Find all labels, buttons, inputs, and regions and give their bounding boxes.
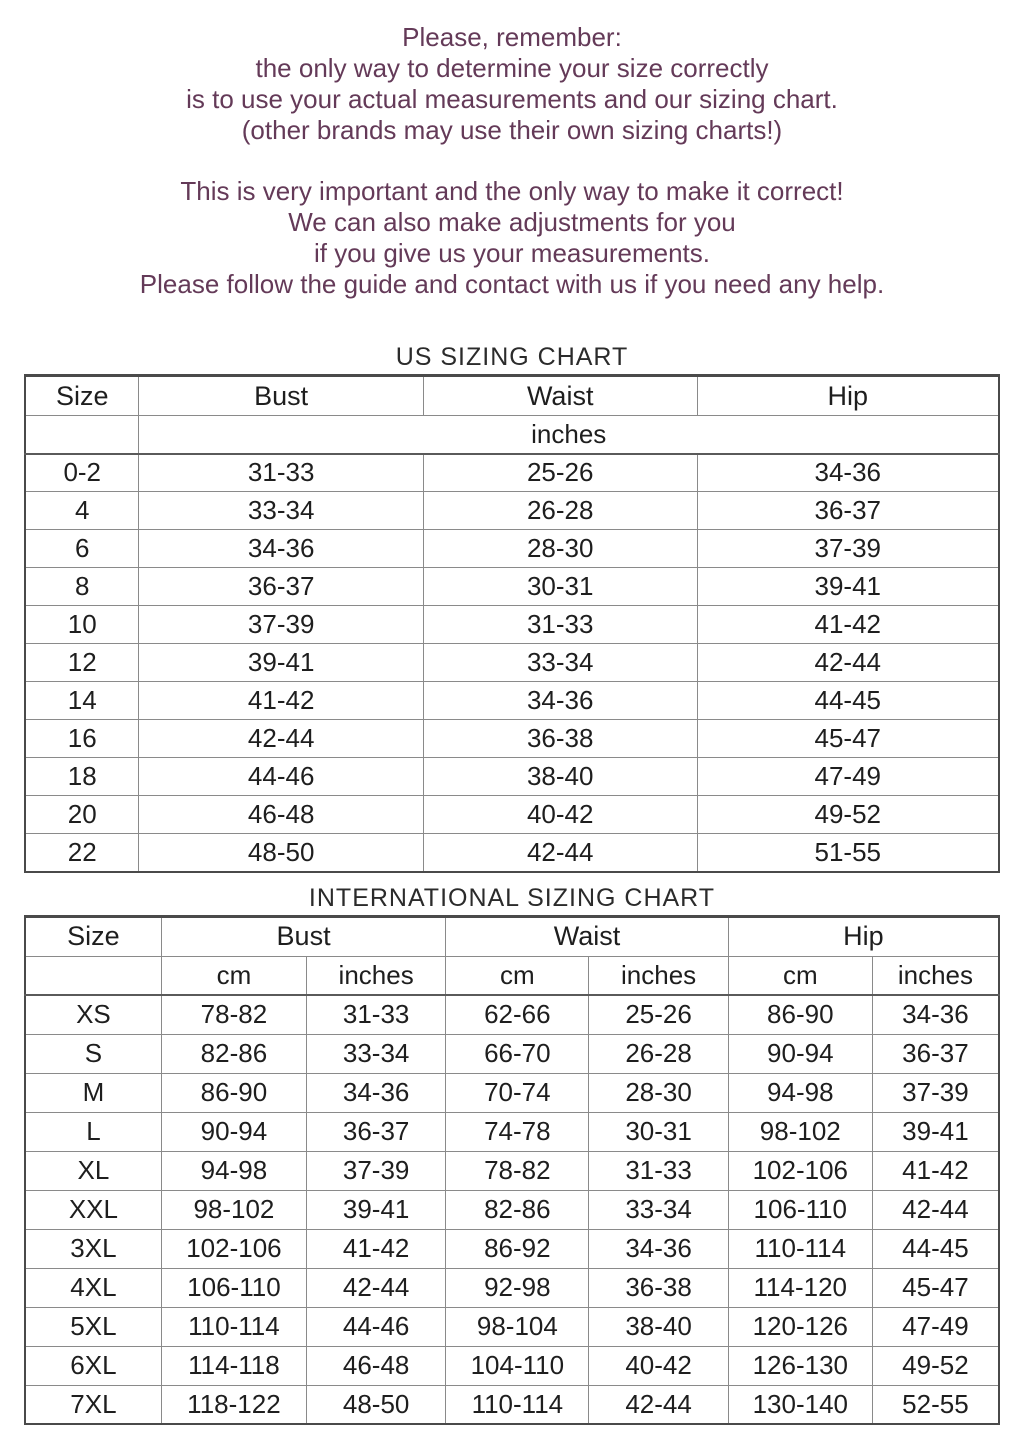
table-row bbox=[25, 758, 999, 796]
table-row bbox=[25, 834, 999, 872]
bust-in-cell: 36-37 bbox=[306, 1112, 445, 1151]
intro-line: Please, remember: bbox=[402, 22, 622, 52]
hip-in-cell: 34-36 bbox=[872, 995, 999, 1034]
intro-line: We can also make adjustments for you bbox=[288, 207, 736, 237]
size-cell: 4XL bbox=[25, 1268, 161, 1307]
intl-sizing-table bbox=[24, 915, 1000, 1426]
waist-cell: 33-34 bbox=[423, 644, 697, 682]
hip-cell: 42-44 bbox=[697, 644, 999, 682]
waist-cm-cell: 66-70 bbox=[446, 1034, 589, 1073]
empty-cell bbox=[25, 416, 139, 454]
waist-cell: 38-40 bbox=[423, 758, 697, 796]
intro-line: is to use your actual measurements and our sizing chart. bbox=[186, 84, 838, 114]
waist-in-cell: 31-33 bbox=[589, 1151, 728, 1190]
bust-cm-cell: 82-86 bbox=[161, 1034, 306, 1073]
unit-label: inches bbox=[139, 416, 999, 454]
bust-cm-cell: 118-122 bbox=[161, 1385, 306, 1424]
size-cell: 0-2 bbox=[25, 454, 139, 492]
table-row bbox=[25, 454, 999, 492]
intro-paragraph-1 bbox=[24, 22, 1000, 146]
intro-line: the only way to determine your size correctly bbox=[255, 53, 769, 83]
hip-in-cell: 45-47 bbox=[872, 1268, 999, 1307]
waist-in-cell: 42-44 bbox=[589, 1385, 728, 1424]
intro-text bbox=[24, 22, 1000, 300]
hip-cell: 51-55 bbox=[697, 834, 999, 872]
intro-line: Please follow the guide and contact with us if you need any help. bbox=[139, 269, 885, 299]
waist-cm-cell: 78-82 bbox=[446, 1151, 589, 1190]
hip-in-cell: 36-37 bbox=[872, 1034, 999, 1073]
size-cell: 7XL bbox=[25, 1385, 161, 1424]
hip-cm-header: cm bbox=[728, 956, 872, 995]
size-cell: 8 bbox=[25, 568, 139, 606]
table-row bbox=[25, 1034, 999, 1073]
waist-cm-cell: 98-104 bbox=[446, 1307, 589, 1346]
intro-line: if you give us your measurements. bbox=[314, 238, 710, 268]
waist-in-cell: 26-28 bbox=[589, 1034, 728, 1073]
table-row bbox=[25, 1268, 999, 1307]
table-row bbox=[25, 606, 999, 644]
bust-cm-header: cm bbox=[161, 956, 306, 995]
intl-chart-title: INTERNATIONAL SIZING CHART bbox=[308, 883, 716, 912]
bust-cm-cell: 114-118 bbox=[161, 1346, 306, 1385]
bust-in-cell: 41-42 bbox=[306, 1229, 445, 1268]
table-row bbox=[25, 1307, 999, 1346]
hip-cm-cell: 120-126 bbox=[728, 1307, 872, 1346]
bust-cm-cell: 78-82 bbox=[161, 995, 306, 1034]
table-row bbox=[25, 568, 999, 606]
us-header-row bbox=[25, 376, 999, 416]
bust-cell: 37-39 bbox=[139, 606, 423, 644]
table-row bbox=[25, 796, 999, 834]
hip-in-cell: 47-49 bbox=[872, 1307, 999, 1346]
table-row bbox=[25, 1190, 999, 1229]
hip-cm-cell: 126-130 bbox=[728, 1346, 872, 1385]
hip-cell: 39-41 bbox=[697, 568, 999, 606]
intro-paragraph-2 bbox=[24, 176, 1000, 300]
bust-cell: 48-50 bbox=[139, 834, 423, 872]
table-row bbox=[25, 1229, 999, 1268]
bust-cell: 42-44 bbox=[139, 720, 423, 758]
bust-in-cell: 39-41 bbox=[306, 1190, 445, 1229]
bust-cell: 34-36 bbox=[139, 530, 423, 568]
bust-in-cell: 33-34 bbox=[306, 1034, 445, 1073]
bust-cm-cell: 98-102 bbox=[161, 1190, 306, 1229]
bust-cell: 33-34 bbox=[139, 492, 423, 530]
us-chart-title: US SIZING CHART bbox=[395, 343, 629, 371]
size-cell: S bbox=[25, 1034, 161, 1073]
hip-inches-header: inches bbox=[872, 956, 999, 995]
waist-cm-cell: 70-74 bbox=[446, 1073, 589, 1112]
intl-unit-row bbox=[25, 956, 999, 995]
table-row bbox=[25, 1151, 999, 1190]
hip-in-cell: 52-55 bbox=[872, 1385, 999, 1424]
size-cell: 4 bbox=[25, 492, 139, 530]
bust-cell: 36-37 bbox=[139, 568, 423, 606]
waist-cell: 25-26 bbox=[423, 454, 697, 492]
waist-cm-cell: 104-110 bbox=[446, 1346, 589, 1385]
bust-in-cell: 44-46 bbox=[306, 1307, 445, 1346]
us-table-body bbox=[25, 454, 999, 872]
hip-cm-cell: 106-110 bbox=[728, 1190, 872, 1229]
bust-in-cell: 37-39 bbox=[306, 1151, 445, 1190]
waist-cell: 40-42 bbox=[423, 796, 697, 834]
bust-column-header: Bust bbox=[139, 376, 423, 416]
waist-cm-cell: 110-114 bbox=[446, 1385, 589, 1424]
paragraph-spacer bbox=[24, 146, 1000, 176]
table-row bbox=[25, 1346, 999, 1385]
hip-cell: 37-39 bbox=[697, 530, 999, 568]
bust-in-cell: 31-33 bbox=[306, 995, 445, 1034]
size-column-header: Size bbox=[25, 916, 161, 956]
waist-cm-cell: 86-92 bbox=[446, 1229, 589, 1268]
intro-line: This is very important and the only way to make it correct! bbox=[180, 176, 844, 206]
hip-cell: 45-47 bbox=[697, 720, 999, 758]
intl-table-body bbox=[25, 995, 999, 1424]
size-cell: 18 bbox=[25, 758, 139, 796]
waist-cell: 30-31 bbox=[423, 568, 697, 606]
size-cell: 22 bbox=[25, 834, 139, 872]
hip-cell: 44-45 bbox=[697, 682, 999, 720]
waist-cell: 42-44 bbox=[423, 834, 697, 872]
waist-inches-header: inches bbox=[589, 956, 728, 995]
waist-cell: 36-38 bbox=[423, 720, 697, 758]
table-row bbox=[25, 492, 999, 530]
bust-in-cell: 34-36 bbox=[306, 1073, 445, 1112]
intl-header-row bbox=[25, 916, 999, 956]
bust-cell: 39-41 bbox=[139, 644, 423, 682]
hip-cm-cell: 90-94 bbox=[728, 1034, 872, 1073]
bust-cm-cell: 110-114 bbox=[161, 1307, 306, 1346]
hip-cm-cell: 98-102 bbox=[728, 1112, 872, 1151]
bust-in-cell: 46-48 bbox=[306, 1346, 445, 1385]
table-row bbox=[25, 530, 999, 568]
bust-in-cell: 42-44 bbox=[306, 1268, 445, 1307]
size-cell: L bbox=[25, 1112, 161, 1151]
hip-column-header: Hip bbox=[697, 376, 999, 416]
bust-cell: 46-48 bbox=[139, 796, 423, 834]
bust-cell: 41-42 bbox=[139, 682, 423, 720]
waist-cell: 26-28 bbox=[423, 492, 697, 530]
size-cell: XS bbox=[25, 995, 161, 1034]
hip-cell: 49-52 bbox=[697, 796, 999, 834]
hip-cm-cell: 114-120 bbox=[728, 1268, 872, 1307]
waist-cm-cell: 62-66 bbox=[446, 995, 589, 1034]
size-cell: XL bbox=[25, 1151, 161, 1190]
size-cell: 6XL bbox=[25, 1346, 161, 1385]
waist-column-header: Waist bbox=[446, 916, 728, 956]
hip-cm-cell: 94-98 bbox=[728, 1073, 872, 1112]
bust-inches-header: inches bbox=[306, 956, 445, 995]
bust-cell: 31-33 bbox=[139, 454, 423, 492]
hip-cm-cell: 110-114 bbox=[728, 1229, 872, 1268]
table-row bbox=[25, 1073, 999, 1112]
hip-cm-cell: 130-140 bbox=[728, 1385, 872, 1424]
hip-in-cell: 49-52 bbox=[872, 1346, 999, 1385]
waist-in-cell: 38-40 bbox=[589, 1307, 728, 1346]
waist-cm-header: cm bbox=[446, 956, 589, 995]
intro-line: (other brands may use their own sizing charts!) bbox=[241, 115, 783, 145]
waist-in-cell: 36-38 bbox=[589, 1268, 728, 1307]
table-row bbox=[25, 1385, 999, 1424]
us-sizing-table bbox=[24, 374, 1000, 873]
waist-column-header: Waist bbox=[423, 376, 697, 416]
size-cell: 16 bbox=[25, 720, 139, 758]
waist-cell: 28-30 bbox=[423, 530, 697, 568]
size-cell: XXL bbox=[25, 1190, 161, 1229]
hip-cm-cell: 102-106 bbox=[728, 1151, 872, 1190]
waist-in-cell: 40-42 bbox=[589, 1346, 728, 1385]
hip-column-header: Hip bbox=[728, 916, 999, 956]
waist-cm-cell: 74-78 bbox=[446, 1112, 589, 1151]
waist-cell: 34-36 bbox=[423, 682, 697, 720]
waist-cm-cell: 82-86 bbox=[446, 1190, 589, 1229]
size-cell: M bbox=[25, 1073, 161, 1112]
size-cell: 10 bbox=[25, 606, 139, 644]
bust-cm-cell: 106-110 bbox=[161, 1268, 306, 1307]
us-unit-row bbox=[25, 416, 999, 454]
table-row bbox=[25, 1112, 999, 1151]
hip-in-cell: 42-44 bbox=[872, 1190, 999, 1229]
bust-in-cell: 48-50 bbox=[306, 1385, 445, 1424]
size-cell: 12 bbox=[25, 644, 139, 682]
hip-cell: 47-49 bbox=[697, 758, 999, 796]
waist-in-cell: 28-30 bbox=[589, 1073, 728, 1112]
size-cell: 20 bbox=[25, 796, 139, 834]
hip-in-cell: 39-41 bbox=[872, 1112, 999, 1151]
empty-cell bbox=[25, 956, 161, 995]
table-row bbox=[25, 995, 999, 1034]
table-row bbox=[25, 682, 999, 720]
bust-cell: 44-46 bbox=[139, 758, 423, 796]
hip-cell: 36-37 bbox=[697, 492, 999, 530]
bust-cm-cell: 86-90 bbox=[161, 1073, 306, 1112]
size-cell: 5XL bbox=[25, 1307, 161, 1346]
waist-cm-cell: 92-98 bbox=[446, 1268, 589, 1307]
size-column-header: Size bbox=[25, 376, 139, 416]
hip-in-cell: 44-45 bbox=[872, 1229, 999, 1268]
hip-cell: 34-36 bbox=[697, 454, 999, 492]
waist-in-cell: 25-26 bbox=[589, 995, 728, 1034]
bust-cm-cell: 102-106 bbox=[161, 1229, 306, 1268]
bust-column-header: Bust bbox=[161, 916, 445, 956]
table-row bbox=[25, 720, 999, 758]
waist-cell: 31-33 bbox=[423, 606, 697, 644]
bust-cm-cell: 94-98 bbox=[161, 1151, 306, 1190]
size-cell: 14 bbox=[25, 682, 139, 720]
size-cell: 6 bbox=[25, 530, 139, 568]
hip-in-cell: 37-39 bbox=[872, 1073, 999, 1112]
waist-in-cell: 33-34 bbox=[589, 1190, 728, 1229]
waist-in-cell: 34-36 bbox=[589, 1229, 728, 1268]
size-cell: 3XL bbox=[25, 1229, 161, 1268]
hip-cm-cell: 86-90 bbox=[728, 995, 872, 1034]
table-row bbox=[25, 644, 999, 682]
waist-in-cell: 30-31 bbox=[589, 1112, 728, 1151]
hip-cell: 41-42 bbox=[697, 606, 999, 644]
hip-in-cell: 41-42 bbox=[872, 1151, 999, 1190]
bust-cm-cell: 90-94 bbox=[161, 1112, 306, 1151]
